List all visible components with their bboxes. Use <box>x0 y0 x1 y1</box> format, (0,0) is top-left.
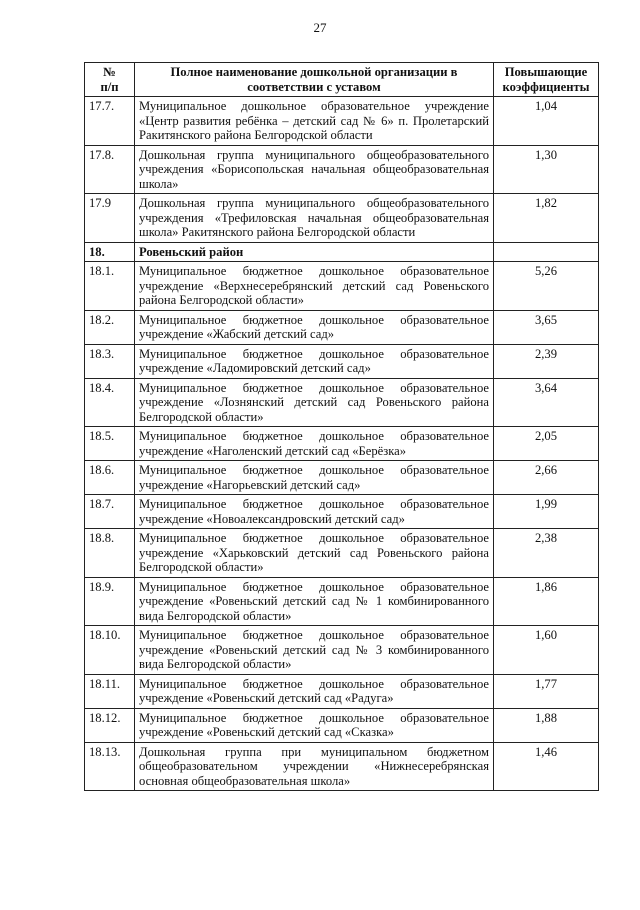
table-header-row <box>85 63 599 97</box>
coefficient-value: 1,86 <box>494 577 599 626</box>
table-row <box>85 427 599 461</box>
coefficient-value: 2,38 <box>494 529 599 578</box>
table-row <box>85 529 599 578</box>
organization-name: Муниципальное бюджетное дошкольное образовательное учреждение «Ровеньский детский сад № 3 комбинированного вида Белгородской области» <box>135 626 494 675</box>
organization-name: Муниципальное бюджетное дошкольное образовательное учреждение «Лознянский детский сад Ровеньского района Белгородской области» <box>135 378 494 427</box>
table-row <box>85 310 599 344</box>
header-name: Полное наименование дошкольной организации в соответствии с уставом <box>135 63 494 97</box>
organization-name: Дошкольная группа муниципального общеобразовательного учреждения «Борисопольская начальная общеобразовательная школа» <box>135 145 494 194</box>
table-row <box>85 194 599 243</box>
table-row <box>85 577 599 626</box>
organization-name: Муниципальное бюджетное дошкольное образовательное учреждение «Ровеньский детский сад «Сказка» <box>135 708 494 742</box>
section-row <box>85 242 599 262</box>
organization-name: Муниципальное бюджетное дошкольное образовательное учреждение «Нагорьевский детский сад» <box>135 461 494 495</box>
table-row <box>85 742 599 791</box>
page-number: 27 <box>313 20 327 35</box>
coefficient-value: 2,66 <box>494 461 599 495</box>
coefficient-value: 1,77 <box>494 674 599 708</box>
coefficient-value: 1,60 <box>494 626 599 675</box>
table-row <box>85 344 599 378</box>
coefficient-value: 3,65 <box>494 310 599 344</box>
table-row <box>85 674 599 708</box>
coefficient-value: 2,39 <box>494 344 599 378</box>
coefficient-value: 1,46 <box>494 742 599 791</box>
row-number: 18.6. <box>85 461 135 495</box>
coefficient-value: 5,26 <box>494 262 599 311</box>
row-number: 17.8. <box>85 145 135 194</box>
coefficient-value <box>494 242 599 262</box>
organization-name: Муниципальное бюджетное дошкольное образовательное учреждение «Ладомировский детский сад» <box>135 344 494 378</box>
row-number: 18.7. <box>85 495 135 529</box>
row-number: 18.5. <box>85 427 135 461</box>
organization-name: Муниципальное бюджетное дошкольное образовательное учреждение «Харьковский детский сад Ровеньского района Белгородской области» <box>135 529 494 578</box>
organization-name: Муниципальное бюджетное дошкольное образовательное учреждение «Жабский детский сад» <box>135 310 494 344</box>
organization-name: Ровеньский район <box>135 242 494 262</box>
organization-name: Муниципальное бюджетное дошкольное образовательное учреждение «Наголенский детский сад «Берёзка» <box>135 427 494 461</box>
organization-name: Муниципальное бюджетное дошкольное образовательное учреждение «Верхнесеребрянский детский сад Ровеньского района Белгородской области» <box>135 262 494 311</box>
coefficient-value: 1,04 <box>494 97 599 146</box>
table-row <box>85 378 599 427</box>
row-number: 18.4. <box>85 378 135 427</box>
table-row <box>85 708 599 742</box>
row-number: 17.9 <box>85 194 135 243</box>
coefficient-value: 1,30 <box>494 145 599 194</box>
coefficient-value: 1,88 <box>494 708 599 742</box>
table-row <box>85 461 599 495</box>
table-row <box>85 145 599 194</box>
table-row <box>85 262 599 311</box>
coefficient-value: 3,64 <box>494 378 599 427</box>
coefficient-value: 1,82 <box>494 194 599 243</box>
row-number: 18.11. <box>85 674 135 708</box>
header-number: № п/п <box>85 63 135 97</box>
organization-name: Муниципальное дошкольное образовательное учреждение «Центр развития ребёнка – детский сад № 6» п. Пролетарский Ракитянского района Белгородской области <box>135 97 494 146</box>
row-number: 18. <box>85 242 135 262</box>
table-row <box>85 97 599 146</box>
table-row <box>85 495 599 529</box>
organization-name: Дошкольная группа муниципального общеобразовательного учреждения «Трефиловская начальная общеобразовательная школа» Ракитянского района Белгородской области <box>135 194 494 243</box>
header-coefficient: Повышающие коэффициенты <box>494 63 599 97</box>
row-number: 18.13. <box>85 742 135 791</box>
organization-name: Муниципальное бюджетное дошкольное образовательное учреждение «Ровеньский детский сад «Радуга» <box>135 674 494 708</box>
kindergarten-coefficients-table <box>84 62 599 791</box>
row-number: 18.8. <box>85 529 135 578</box>
row-number: 18.2. <box>85 310 135 344</box>
organization-name: Муниципальное бюджетное дошкольное образовательное учреждение «Новоалександровский детский сад» <box>135 495 494 529</box>
row-number: 18.1. <box>85 262 135 311</box>
organization-name: Муниципальное бюджетное дошкольное образовательное учреждение «Ровеньский детский сад № 1 комбинированного вида Белгородской области» <box>135 577 494 626</box>
coefficient-value: 1,99 <box>494 495 599 529</box>
row-number: 18.10. <box>85 626 135 675</box>
organization-name: Дошкольная группа при муниципальном бюджетном общеобразовательном учреждении «Нижнесеребрянская основная общеобразовательная школа» <box>135 742 494 791</box>
row-number: 18.9. <box>85 577 135 626</box>
row-number: 18.12. <box>85 708 135 742</box>
row-number: 18.3. <box>85 344 135 378</box>
table-row <box>85 626 599 675</box>
coefficient-value: 2,05 <box>494 427 599 461</box>
row-number: 17.7. <box>85 97 135 146</box>
